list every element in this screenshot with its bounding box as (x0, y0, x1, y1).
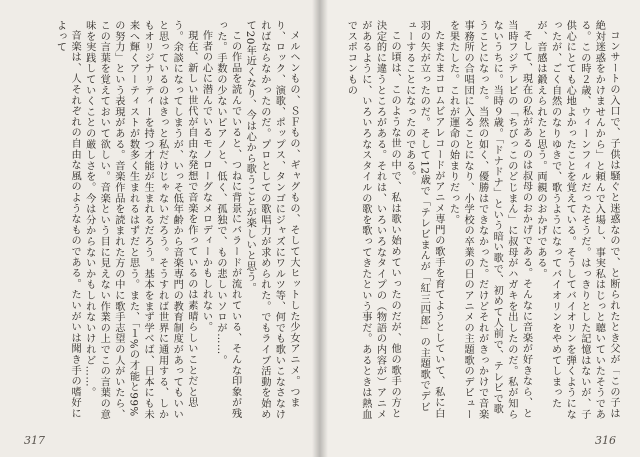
paragraph: 作者の心に潜んでいるモノローグなメロディーかもしれない。 (200, 30, 212, 333)
paragraph: 音楽は、人それぞれの自由な風のようなものである。たいがいは聞き手の嗜好によって (54, 20, 81, 419)
page-number: 316 (595, 434, 616, 447)
book-gutter (312, 0, 328, 457)
paragraph: そして、現在の私があるのは叔母のおかげである。そんなに音楽が好きなら、と当時フジテレビの「ちびっこのどじまん」に叔母がハガキを出したのだ。私が知らないうちに。当時９歳。「ドナドナ」という暗い歌で、初めて人前で、テレビで歌うことになった。当然の如く、優勝はできなかった。だけどそれがきっかけで音楽事務所の合唱団に入ることになり、小学校の卒業の日のアニメの主題歌のデビューを果たした。これが運命の始まりだった。 (447, 20, 532, 420)
right-page (320, 0, 640, 457)
page-number: 317 (24, 434, 45, 447)
right-page-text (334, 20, 620, 420)
paragraph: たまたまコロムビアレコードがアニメ専門の歌手を育てようとしていて、私に白羽の矢が立ったのだ。そして12歳で「テレビまんが「紅三四郎」の主題歌でデビューすることになったのである。 (403, 20, 444, 419)
paragraph: コンサートの入口で、子供は騒ぐと迷惑なので、と断られたとき父が「この子は絶対迷惑をかけませんから」と頼んで入場し、事実私はじっと聴いていたそうである。この時２歳、ウィーンフィルだったそうだ。はっきりとした記憶はないが、子供心にとても心地よかったことを覚えている。そうしてバイオリンを弾くようになったが、ごく自然のなりゆきで、歌うようになってバイオリンをやめてしまったが、音感は鍛えられたと思う。両親のおかげである。 (535, 20, 619, 420)
paragraph: メルヘンもの、ＳＦもの、ギャグもの、そして大ヒットした少女アニメ。つまり、ロック、演歌、ポップス、タンゴにジャズにワルツ等、何でも歌いこなさなければならなかったのだ。プロとしての歌唱力が求められた。でもライブ活動を始めて20年近くなり、今は心から歌うことが楽しいと思う。 (244, 20, 299, 420)
paragraph: この頃は、このような世の中で、私は歌い始めていったのだが、他の歌手の方と決定的に違うところがある。それは、いろいろなタイプの（物語の内容が）アニメがあるように、いろいろなスタイルの歌を歌ってきたという事だ。あるときは熱血でスポコンもの (345, 20, 401, 420)
paragraph: この作品を読んでいると、つねに背景にバラードが流れている、そんな印象が残った。手数の少ないピアノと、低く、孤独で、もの悲しいソロが……。 (215, 20, 241, 419)
left-page-text (22, 20, 300, 420)
paragraph: 現在、新しい世代が自由な発想で音楽を作っているのは素晴らしいことだと思う。余談になってしまうが、いっそ低年齢から音楽専門の教育制度があってもいいと思っているのはきっと私だけじゃないだろう。そうすれば世界に通用する、しかもオリジナリティーを持つ才能が生まれるだろう。基本をまず学べば、日本にも未来へ輝くアーティストが数多く生まれるはずだと思う。また、「１%の才能と99%の努力」という表現がある。音楽作品を読まれた方の中に歌手志望の人がいたら、この言葉を覚えておいて欲しい。音楽という目に見えない作業の上でこの言葉の意味を実践していくことの厳しさを。今は分からないかもしれないけれど……。 (83, 20, 197, 420)
